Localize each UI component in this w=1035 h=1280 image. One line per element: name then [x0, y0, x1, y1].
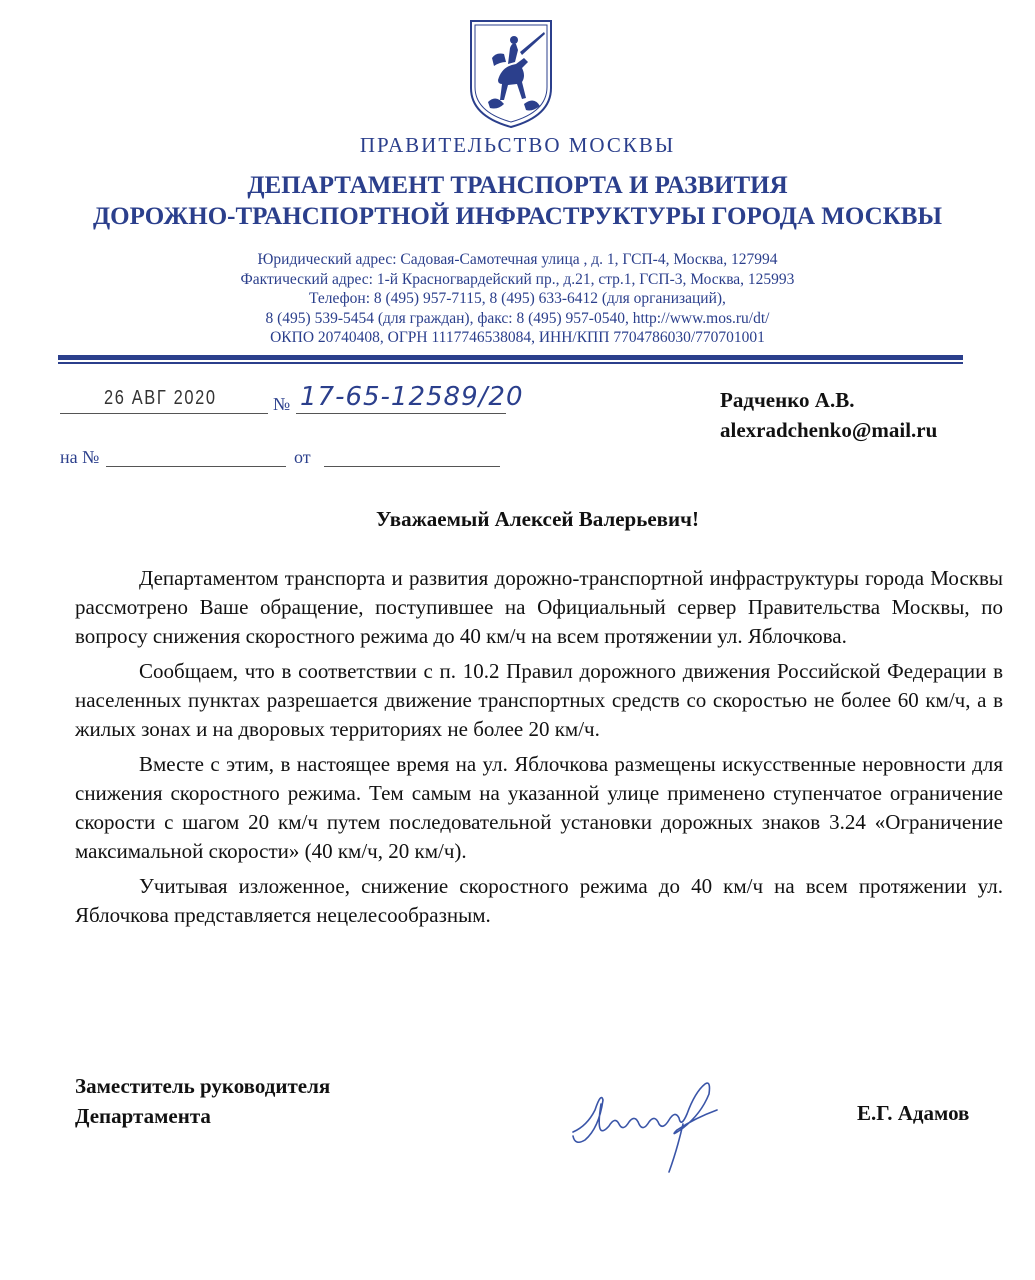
reference-date-line: [324, 466, 500, 467]
recipient-name: Радченко А.В.: [720, 388, 855, 412]
outgoing-number: 17-65-12589/20: [300, 382, 524, 412]
date-underline: [60, 413, 268, 414]
body-paragraph: Сообщаем, что в соответствии с п. 10.2 Правил дорожного движения Российской Федерации в населенных пунктах разрешается движение транспортных средств со скоростью не более 60 км/ч, а в жилых зонах и на дворовых территориях не более 20 км/ч.: [75, 659, 1003, 741]
recipient-email: alexradchenko@mail.ru: [720, 418, 938, 442]
outgoing-date-stamp: 26 АВГ 2020: [104, 387, 217, 409]
header-divider: [58, 355, 963, 360]
signatory-title-line: Департамента: [75, 1104, 211, 1128]
salutation: Уважаемый Алексей Валерьевич!: [376, 507, 699, 531]
number-sign: №: [273, 394, 291, 414]
reference-date-label: от: [294, 447, 311, 467]
signatory-title-line: Заместитель руководителя: [75, 1074, 331, 1098]
reference-number-label: на №: [60, 447, 100, 467]
phone-fax-website-line: 8 (495) 539-5454 (для граждан), факс: 8 (495) 957-0540, http://www.mos.ru/dt/: [265, 309, 770, 327]
number-underline: [296, 413, 506, 414]
department-name-line: ДЕПАРТАМЕНТ ТРАНСПОРТА И РАЗВИТИЯ: [247, 172, 788, 199]
letter-body: [75, 564, 1003, 936]
signatory-name: Е.Г. Адамов: [857, 1101, 970, 1125]
legal-address: Юридический адрес: Садовая-Самотечная улица , д. 1, ГСП-4, Москва, 127994: [257, 251, 778, 268]
department-contacts: [0, 250, 1035, 348]
body-paragraph: Департаментом транспорта и развития дорожно-транспортной инфраструктуры города Москвы рассмотрено Ваше обращение, поступившее на Официальный сервер Правительства Москвы, по вопросу снижения скоростного режима до 40 км/ч на всем протяжении ул. Яблочкова.: [75, 566, 1003, 648]
phone-line: Телефон: 8 (495) 957-7115, 8 (495) 633-6412 (для организаций),: [309, 290, 726, 307]
department-name: [0, 170, 1035, 232]
government-name: ПРАВИТЕЛЬСТВО МОСКВЫ: [359, 133, 676, 157]
body-paragraph: Учитывая изложенное, снижение скоростного режима до 40 км/ч на всем протяжении ул. Яблочкова представляется нецелесообразным.: [75, 874, 1003, 927]
recipient-block: [720, 385, 937, 445]
signatory-title: [75, 1071, 330, 1131]
handwritten-signature-icon: [565, 1070, 735, 1180]
registration-codes: ОКПО 20740408, ОГРН 1117746538084, ИНН/КПП 7704786030/770701001: [270, 329, 765, 346]
actual-address: Фактический адрес: 1-й Красногвардейский пр., д.21, стр.1, ГСП-3, Москва, 125993: [240, 270, 795, 288]
moscow-coat-of-arms-icon: [468, 18, 554, 130]
header-divider-thin: [58, 362, 963, 364]
body-paragraph: Вместе с этим, в настоящее время на ул. Яблочкова размещены искусственные неровности для снижения скоростного режима. Тем самым на указанной улице применено ступенчатое ограничение скорости с шагом 20 км/ч путем последовательной установки дорожных знаков 3.24 «Ограничение максимальной скорости» (40 км/ч, 20 км/ч).: [75, 752, 1003, 863]
department-name-line: ДОРОЖНО-ТРАНСПОРТНОЙ ИНФРАСТРУКТУРЫ ГОРОДА МОСКВЫ: [92, 203, 943, 230]
reference-number-line: [106, 466, 286, 467]
